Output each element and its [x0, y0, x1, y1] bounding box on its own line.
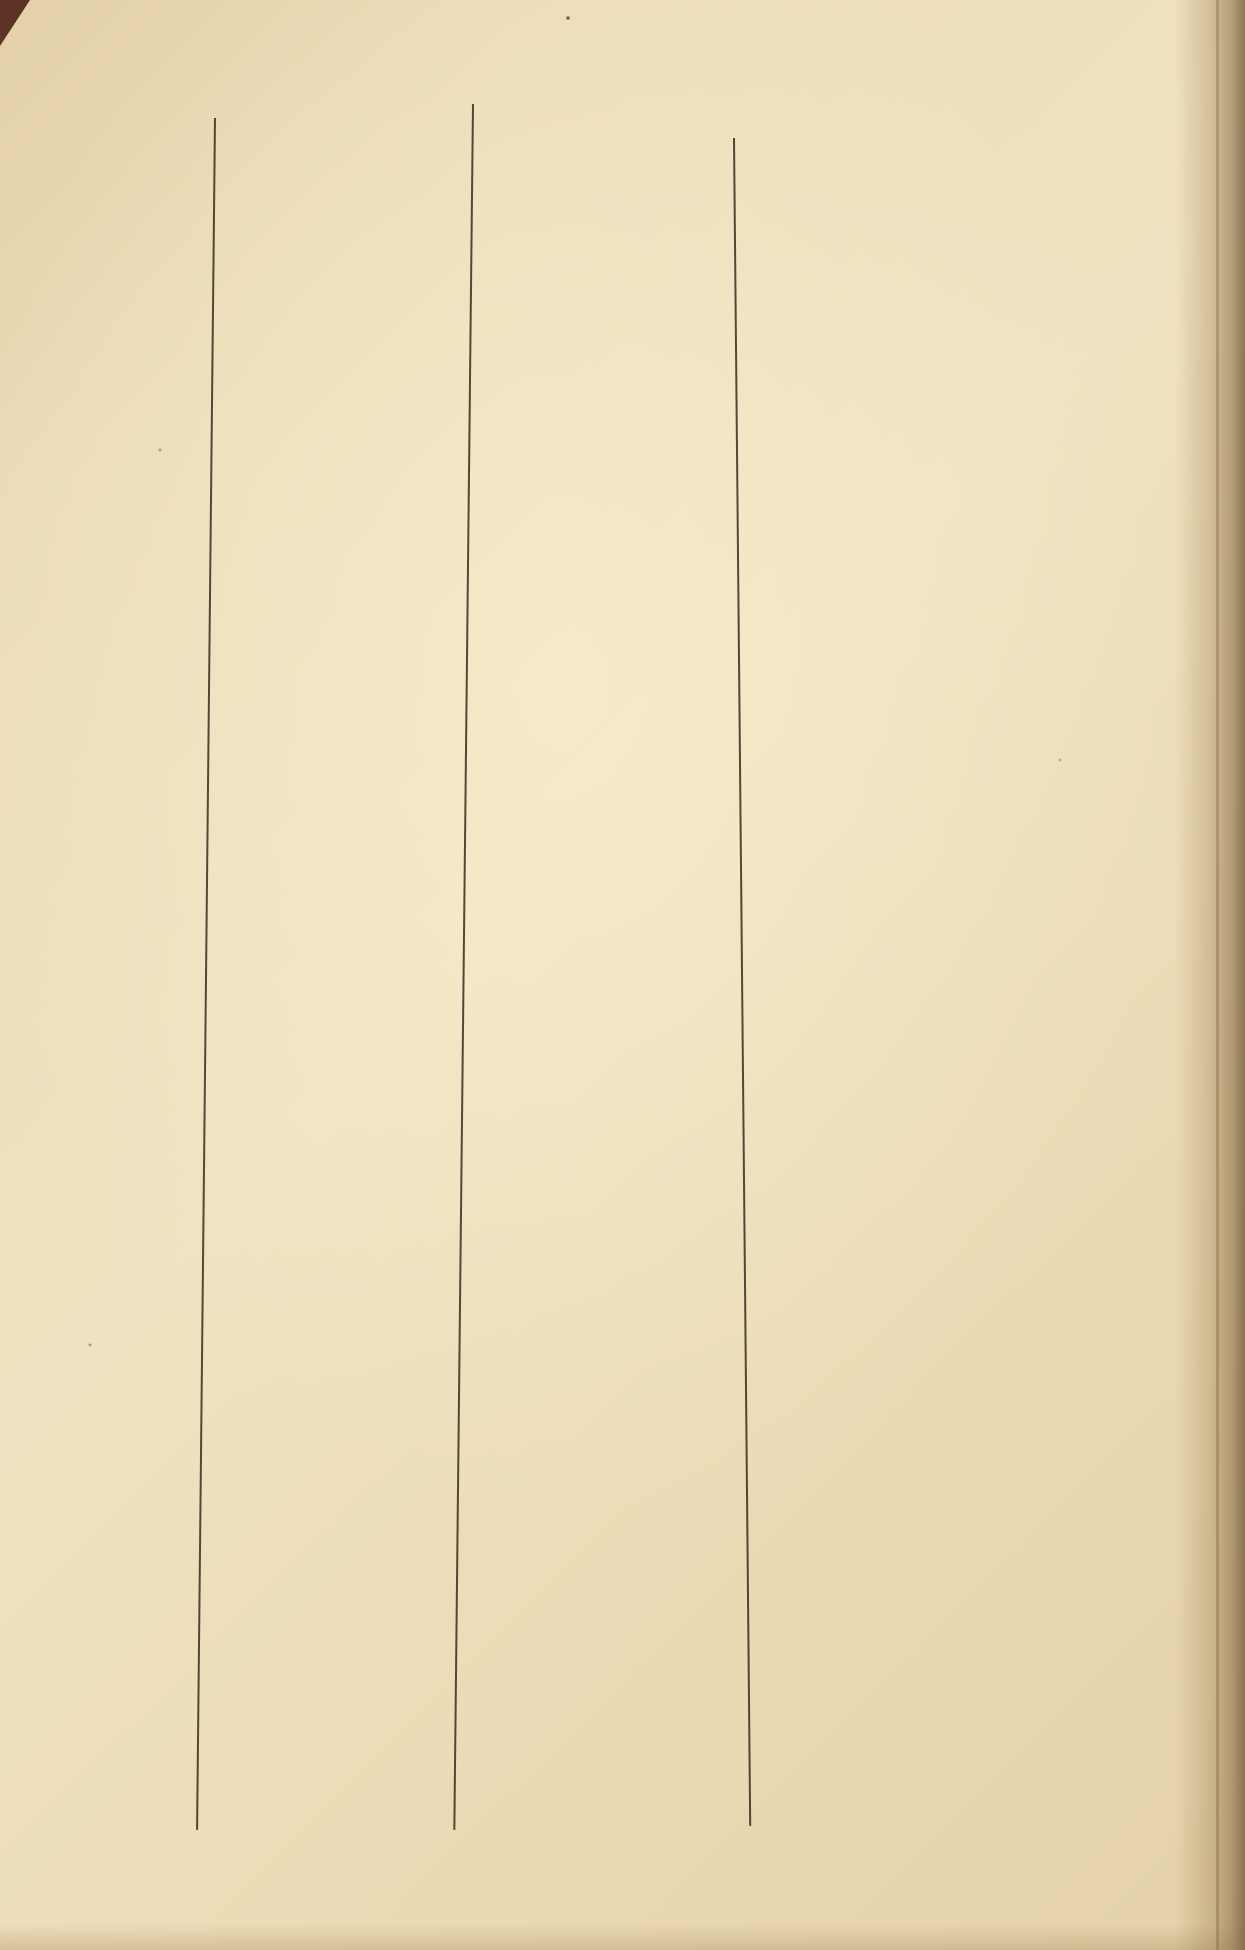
page-bottom-shadow [0, 1924, 1245, 1950]
column-rule-tay-annamite [453, 104, 474, 1830]
column-rule-headword-tay [196, 118, 216, 1830]
column-rule-annamite-francais [733, 138, 751, 1826]
page-edge-line [1216, 0, 1219, 1950]
photo-corner-mark [0, 0, 30, 46]
page-edge-shadow [1175, 0, 1245, 1950]
